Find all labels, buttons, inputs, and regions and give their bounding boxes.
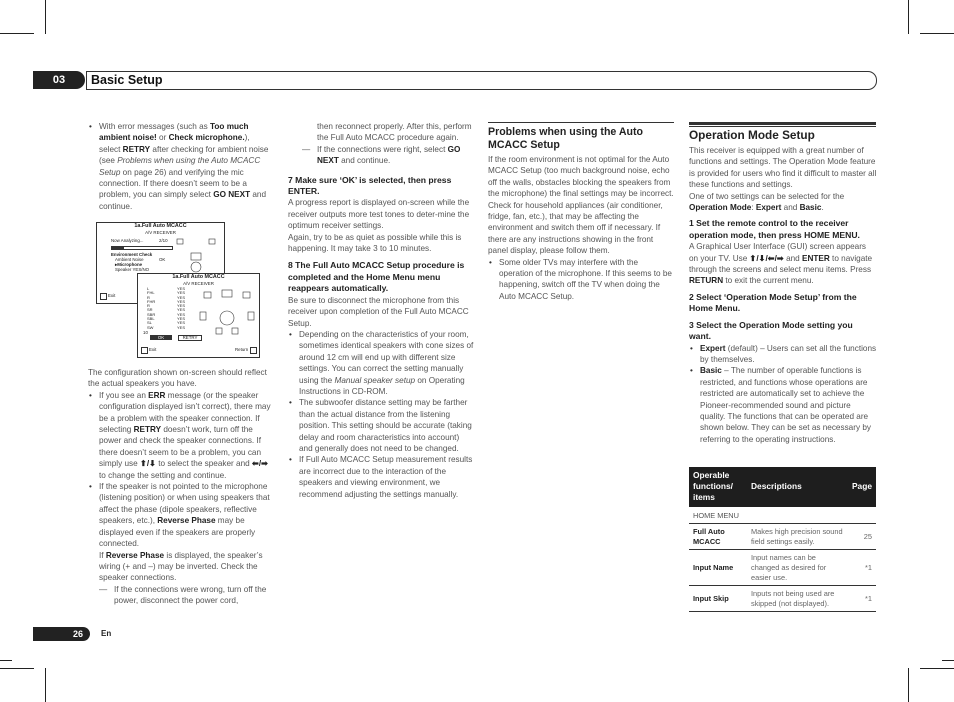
osd-ambient: Ambient Noise xyxy=(115,257,144,262)
osd-speaker-label: SL xyxy=(147,320,152,326)
osd-mic: ▸Microphone xyxy=(115,262,143,267)
crop-mark xyxy=(908,668,909,702)
osd-speaker-label: SW xyxy=(147,324,154,330)
crop-mark xyxy=(920,668,954,669)
osd-count: 2/10 xyxy=(159,238,168,243)
list-item: • Depending on the characteristics of your room, sometimes identical speakers with cone sizes of around 12 cm will end up with different size settings. You can correct the setting manually using the Manual speaker setup on Operating Instructions in CD-ROM. xyxy=(288,329,474,397)
col3 xyxy=(488,154,674,302)
paragraph: Be sure to disconnect the microphone from this receiver upon completion of the Full Auto MCACC Setup. xyxy=(288,295,469,328)
paragraph: This receiver is equipped with a great number of functions and settings. The Operation Mode feature is provided for users who find it difficult to master all these functions and settings. xyxy=(689,146,877,190)
paragraph: A progress report is displayed on-screen while the receiver outputs more test tones to deter-mine the optimum receiver settings. xyxy=(288,198,470,231)
osd-progress-bar xyxy=(111,246,173,250)
speaker-layout-icon xyxy=(173,235,223,275)
crop-mark xyxy=(920,33,954,34)
crop-mark xyxy=(942,660,954,661)
ok-button[interactable]: OK xyxy=(150,335,172,340)
col-header-descriptions: Descriptions xyxy=(751,481,802,492)
osd-screen-results xyxy=(137,273,260,358)
paragraph: Again, try to be as quiet as possible while this is happening. It may take 3 to 10 minutes. xyxy=(288,232,462,254)
osd-speaker-row xyxy=(147,326,197,330)
section-rule xyxy=(689,126,876,127)
section-rule xyxy=(488,122,674,123)
crop-mark xyxy=(45,668,46,702)
osd-speaker-value: YES xyxy=(177,298,186,304)
table-row xyxy=(689,550,876,586)
table-cell-item: Input Name xyxy=(693,562,734,572)
functions-table xyxy=(689,467,876,612)
table-cell-page: 25 xyxy=(863,532,872,541)
paragraph: The configuration shown on-screen should reflect the actual speakers you have. xyxy=(88,368,267,389)
step-1: 1 Set the remote control to the receiver operation mode, then press HOME MENU. xyxy=(689,218,860,240)
section-rule xyxy=(689,122,876,125)
problems-heading: Problems when using the Auto MCACC Setup xyxy=(488,126,643,151)
osd-speaker-label: FHR xyxy=(147,298,156,304)
osd-env-check: Environment Check xyxy=(111,252,153,257)
step-7: 7 Make sure ‘OK’ is selected, then press ENTER. xyxy=(288,174,452,197)
osd-speaker-value: YES xyxy=(177,294,186,300)
language-label: En xyxy=(101,629,112,638)
page-number-badge: 26 xyxy=(33,627,90,641)
osd-speaker-label: FHL xyxy=(147,290,155,296)
osd-speaker-label: R xyxy=(147,303,150,309)
table-cell-item: Full Auto MCACC xyxy=(693,527,725,546)
header-bar xyxy=(86,71,877,90)
osd-speaker-label: SBR xyxy=(147,311,156,317)
table-row xyxy=(689,586,876,612)
table-section: HOME MENU xyxy=(689,507,876,524)
col4 xyxy=(689,145,877,445)
osd-speaker-value: YES xyxy=(177,286,186,291)
col-header-page: Page xyxy=(851,481,872,492)
osd-now-analyzing: Now Analyzing... xyxy=(111,238,144,243)
list-item: • If Full Auto MCACC Setup measurement results are incorrect due to the interaction of the speakers and viewing environment, we recommend adjusting the settings manually. xyxy=(288,454,474,500)
osd-ambient-val: OK xyxy=(159,257,166,262)
table-cell-item: Input Skip xyxy=(693,593,729,603)
osd-speaker-label: R xyxy=(147,294,150,300)
table-cell-desc: Input names can be changed as desired for easier use. xyxy=(751,553,827,582)
osd-subtitle: A/V RECEIVER xyxy=(145,230,176,235)
osd-speaker-value: YES xyxy=(177,303,186,309)
osd-return: Return xyxy=(235,347,249,352)
chapter-badge: 03 xyxy=(33,71,85,89)
list-item: • The subwoofer distance setting may be farther than the actual distance from the listening position. This setting should be accurate (taking delay and room characteristics into account) and generally does not need to be changed. xyxy=(288,397,474,454)
page-title: Basic Setup xyxy=(91,73,163,87)
osd-speaker-value: YES xyxy=(177,324,186,330)
osd-speaker-value: YES xyxy=(177,290,186,296)
list-item: • If you see an ERR message (or the speaker configuration displayed isn’t correct), there may be a problem with the speaker connection. If selecting RETRY doesn’t work, turn off the power and check the speaker connections. If there doesn’t seem to be a problem, you can simply use ⬆/⬇ to select the speaker and ⬅/➡ to change the setting and continue. xyxy=(88,390,272,481)
list-item: • If the speaker is not pointed to the microphone (listening position) or when using speakers that affect the phase (dipole speakers, reflective speakers, etc.), Reverse Phase may be displayed even if the speakers are properly connected. If Reverse Phase is displayed, the speaker’s wiring (+ and –) may be inverted. Check the speaker connections. xyxy=(88,481,272,584)
osd-speaker-list xyxy=(147,287,197,330)
osd-exit: Exit xyxy=(108,293,116,298)
paragraph: A Graphical User Interface (GUI) screen appears on your TV. Use ⬆/⬇/⬅/➡ and ENTER to navigate through the screens and select menu items. Press RETURN to exit the current menu. xyxy=(689,242,873,286)
operation-mode-heading: Operation Mode Setup xyxy=(689,128,815,142)
retry-button[interactable]: RETRY xyxy=(178,335,202,341)
crop-mark xyxy=(0,668,34,669)
step-8: 8 The Full Auto MCACC Setup procedure is completed and the Home Menu menu reappears automatically. xyxy=(288,260,465,294)
list-item: • Some older TVs may interfere with the operation of the microphone. If this seems to be happening, switch off the TV when doing the Auto MCACC Setup. xyxy=(488,257,674,303)
table-cell-desc: Makes high precision sound field settings easily. xyxy=(751,527,843,546)
crop-mark xyxy=(0,33,34,34)
exit-icon xyxy=(141,347,148,354)
table-cell-page: *1 xyxy=(865,562,872,572)
table-row xyxy=(689,524,876,550)
dash-item: — If the connections were wrong, turn off the power, disconnect the power cord, xyxy=(99,584,272,607)
paragraph: One of two settings can be selected for the Operation Mode: Expert and Basic. xyxy=(689,191,845,213)
osd-title: 1a.Full Auto MCACC xyxy=(172,274,225,280)
return-icon xyxy=(250,347,257,354)
crop-mark xyxy=(908,0,909,34)
list-item: • Expert (default) – Users can set all the functions by themselves. xyxy=(689,343,877,366)
col1-top xyxy=(88,121,270,212)
osd-speaker-value: YES xyxy=(177,307,186,313)
crop-mark xyxy=(45,0,46,34)
table-cell-desc: Inputs not being used are skipped (not displayed). xyxy=(751,589,835,608)
osd-count: 10 xyxy=(143,330,148,335)
osd-subtitle: A/V RECEIVER xyxy=(183,281,214,286)
osd-speaker-label: SR xyxy=(147,307,153,313)
table-cell-page: *1 xyxy=(865,593,872,603)
step-3: 3 Select the Operation Mode setting you want. xyxy=(689,319,853,342)
osd-title: 1a.Full Auto MCACC xyxy=(134,223,187,229)
col2 xyxy=(288,121,474,500)
exit-icon xyxy=(100,293,107,300)
dash-item: — If the connections were right, select GO NEXT and continue. xyxy=(302,144,474,167)
paragraph: If the room environment is not optimal for the Auto MCACC Setup (too much background noise, echo off the walls, obstacles blocking the speakers from the microphone) the final settings may be incorrect. Check for household appliances (air conditioner, fridge, fan, etc.), that may be affecting the environment and switch them off if necessary. If there are any instructions showing in the front panel display, please follow them. xyxy=(488,155,674,256)
paragraph: then reconnect properly. After this, perform the Full Auto MCACC procedure again. xyxy=(317,122,472,143)
speaker-layout-icon xyxy=(198,286,256,336)
osd-speaker: Speaker YES/NO xyxy=(115,267,150,272)
osd-speaker-value: YES xyxy=(177,311,186,317)
osd-exit: Exit xyxy=(149,347,157,352)
osd-speaker-value: YES xyxy=(177,320,186,326)
osd-speaker-label: SBL xyxy=(147,316,155,322)
step-2: 2 Select ‘Operation Mode Setup’ from the Home Menu. xyxy=(689,291,857,314)
col-header-items: Operable functions/ items xyxy=(693,470,734,503)
osd-speaker-value: YES xyxy=(177,316,186,322)
list-item: • Basic – The number of operable functions is restricted, and functions whose operations are restricted are automatically set to achieve the Pioneer-recommended sound and picture quality. The functions that can be operated are shown below. They can be set as necessary by referring to the operating instructions. xyxy=(689,365,877,445)
crop-mark xyxy=(0,660,12,661)
col1-bottom xyxy=(88,367,272,607)
list-item: • With error messages (such as Too much ambient noise! or Check microphone.), select RETRY after checking for ambient noise (see Problems when using the Auto MCACC Setup on page 26) and verifying the mic connection. If there doesn’t seem to be a problem, you can simply select GO NEXT and continue. xyxy=(88,121,270,212)
osd-speaker-label: L xyxy=(147,286,150,291)
